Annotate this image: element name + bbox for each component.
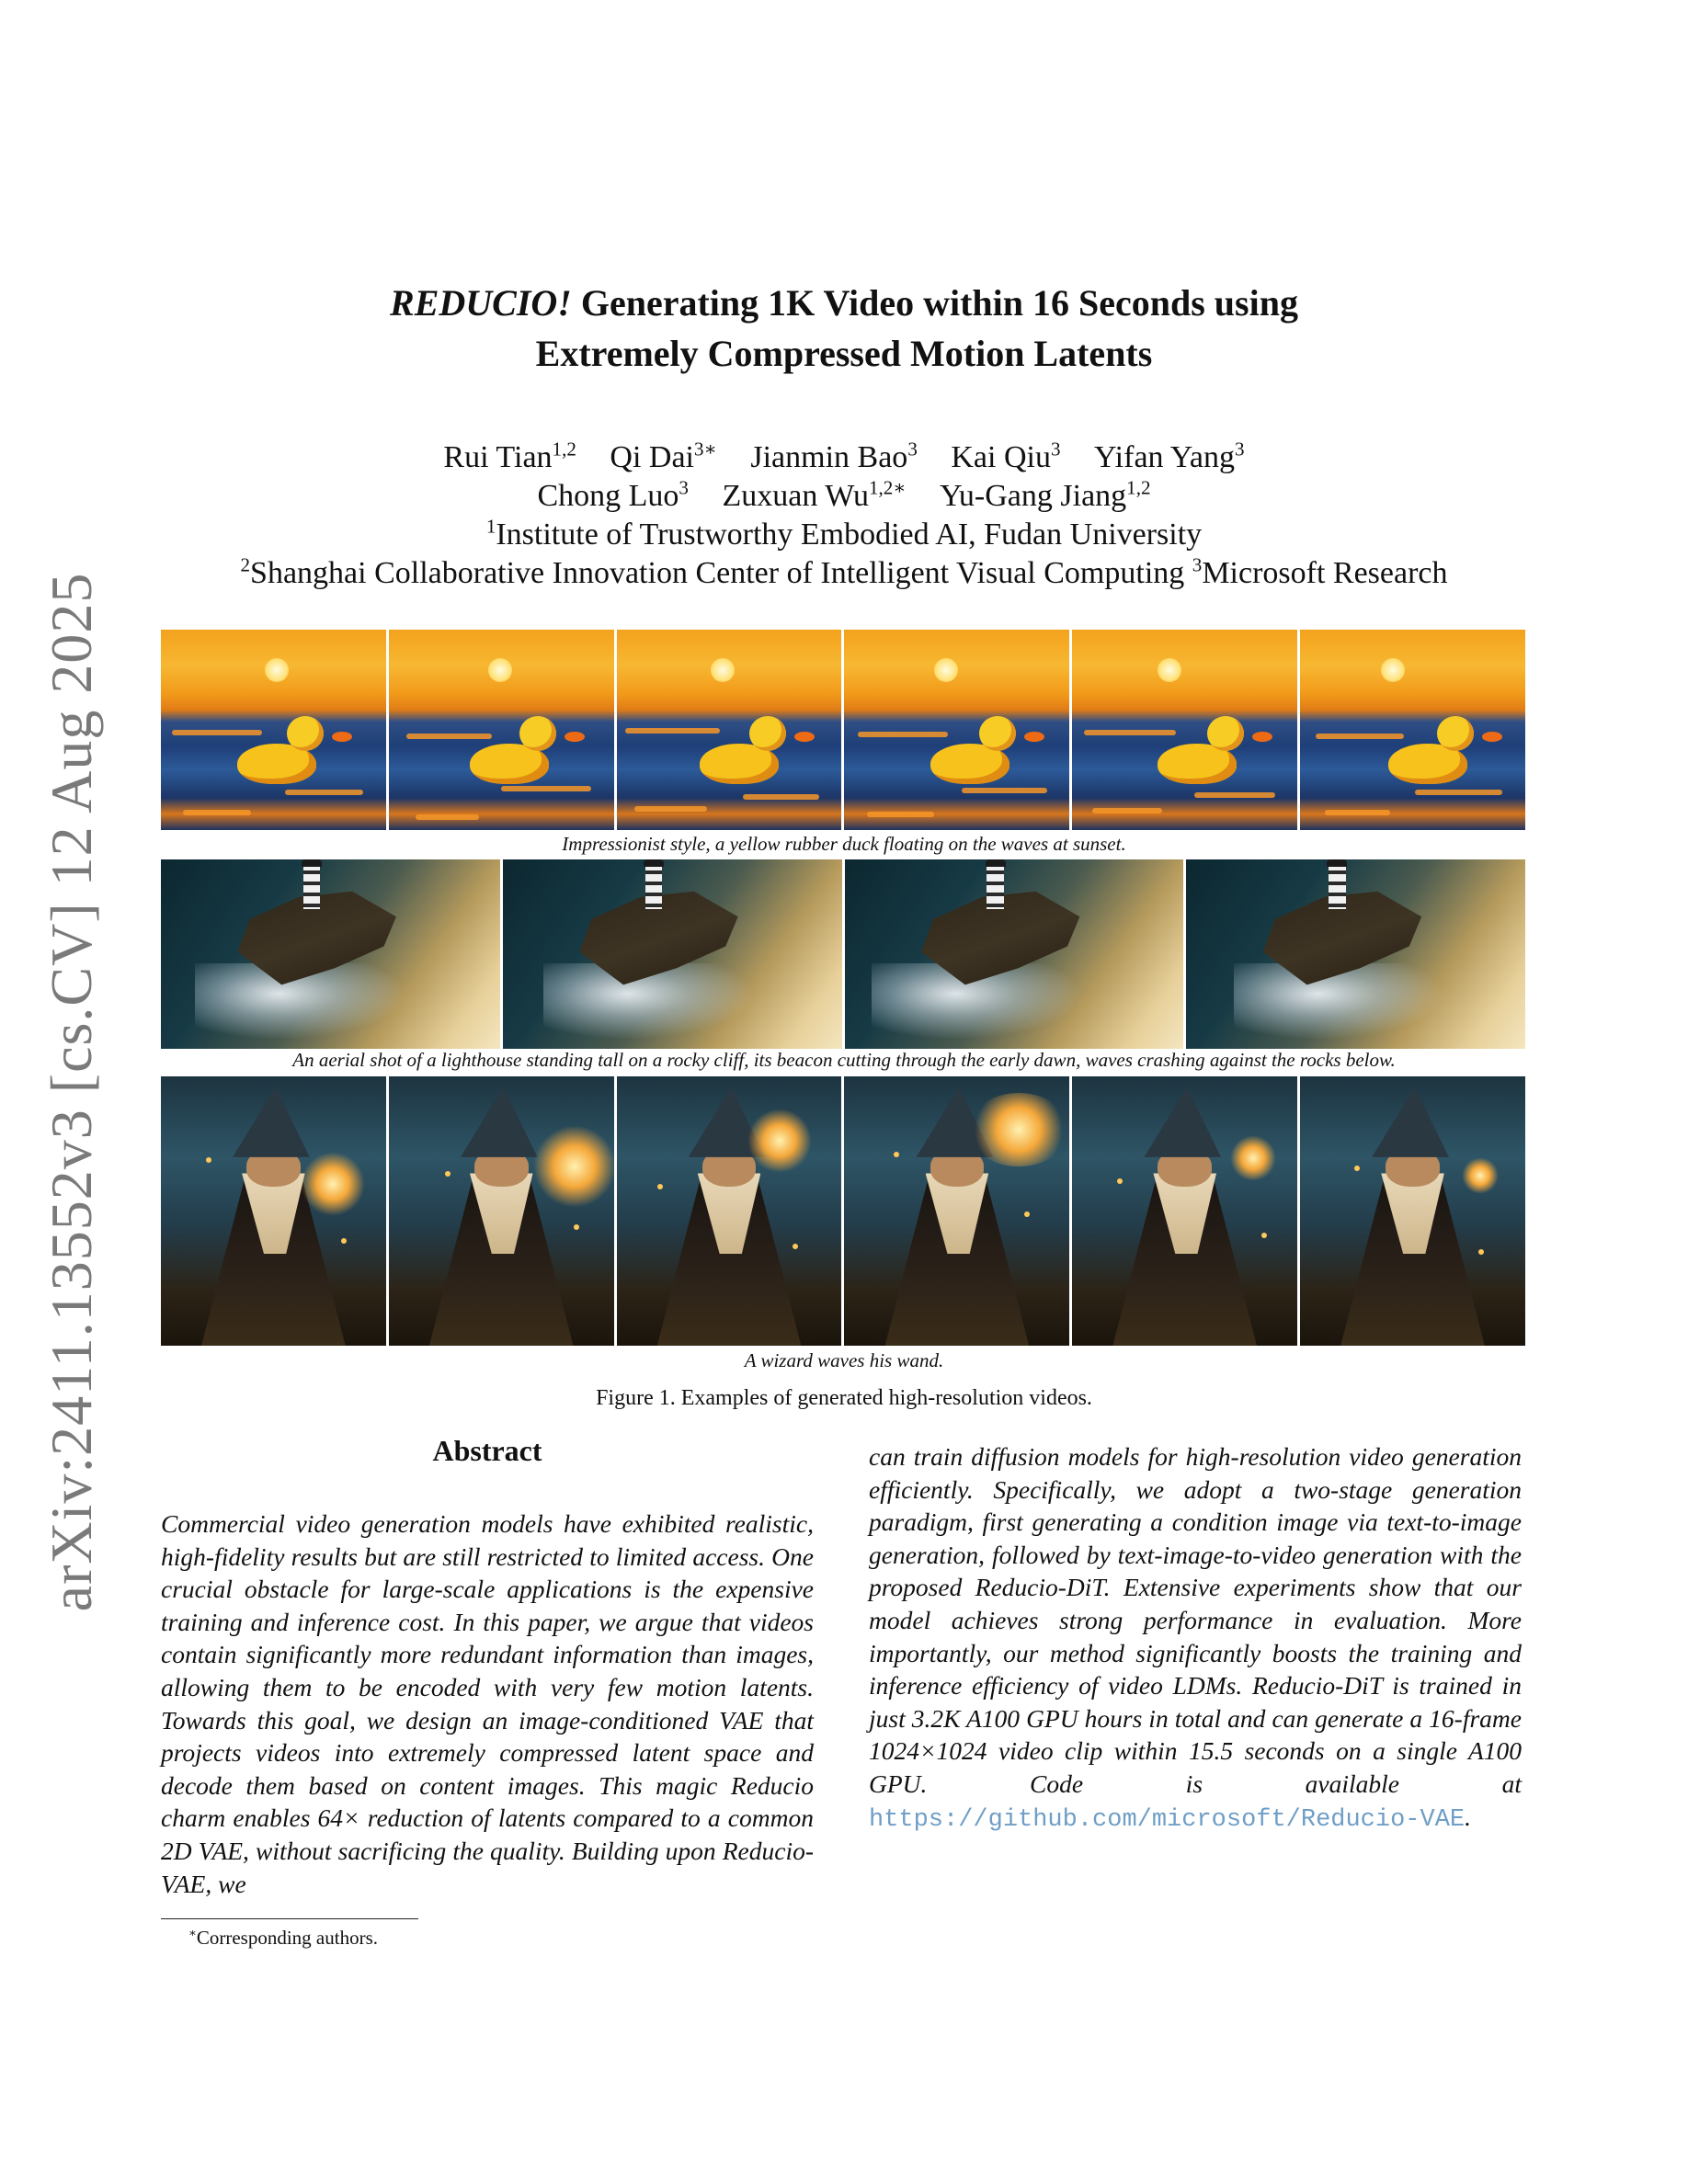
- figure-row-duck: [161, 630, 1525, 830]
- paper-title: [0, 278, 1688, 379]
- title-italic-part: REDUCIO!: [390, 282, 572, 324]
- author-line-2: [0, 477, 1688, 516]
- author: Rui Tian$^{1,2}$: [443, 438, 576, 474]
- video-frame-wizard: [617, 1076, 842, 1346]
- author: Yu-Gang Jiang$^{1,2}$: [940, 476, 1151, 513]
- video-frame-lighthouse: [503, 859, 842, 1049]
- video-frame-duck: [617, 630, 842, 830]
- video-frame-wizard: [389, 1076, 614, 1346]
- video-frame-wizard: [1072, 1076, 1297, 1346]
- abstract-end-period: .: [1465, 1802, 1471, 1831]
- prompt-caption-lighthouse: An aerial shot of a lighthouse standing tall on a rocky cliff, its beacon cutting through the early dawn, waves crashing against the rocks below.: [292, 1049, 1396, 1071]
- author: Zuxuan $Wu^{1,2∗}$: [722, 476, 907, 513]
- video-frame-duck: [1072, 630, 1297, 830]
- affiliation-2-3: $^2$Shanghai Collaborative Innovation Center of Intelligent Visual Computing $^3$Microsoft Research: [240, 553, 1448, 590]
- video-frame-duck: [161, 630, 386, 830]
- video-frame-wizard: [844, 1076, 1069, 1346]
- title-line-1-rest: Generating 1K Video within 16 Seconds using: [571, 282, 1298, 324]
- abstract-text-right: can train diffusion models for high-resolution video generation efficiently. Specifically, we adopt a two-stage generation paradigm, first generating a condition image via text-to-image generation, followed by text-image-to-video generation with the proposed Reducio-DiT. Extensive experiments show that our model achieves strong performance in evaluation. More importantly, our method significantly boosts the training and inference efficiency of video LDMs. Reducio-DiT is trained in just 3.2K A100 GPU hours in total and can generate a 16-frame 1024×1024 video clip within 15.5 seconds on a single A100 GPU. Code is available at: [869, 1442, 1522, 1798]
- affiliation-1: $^1$Institute of Trustworthy Embodied AI, Fudan University: [485, 515, 1203, 552]
- figure-caption: Figure 1. Examples of generated high-resolution videos.: [596, 1386, 1092, 1410]
- author: Jianmin Bao$^3$: [750, 438, 918, 474]
- video-frame-lighthouse: [1186, 859, 1525, 1049]
- figure-row-wizard: [161, 1076, 1525, 1346]
- code-link[interactable]: https://github.com/microsoft/Reducio-VAE: [869, 1805, 1466, 1834]
- video-frame-duck: [844, 630, 1069, 830]
- footnote: ∗Corresponding authors.: [188, 1926, 379, 1949]
- video-frame-duck: [1300, 630, 1525, 830]
- video-frame-duck: [389, 630, 614, 830]
- video-frame-lighthouse: [845, 859, 1184, 1049]
- title-line-2: Extremely Compressed Motion Latents: [535, 333, 1153, 374]
- video-frame-wizard: [1300, 1076, 1525, 1346]
- arxiv-identifier-stamp: arXiv:2411.13552v3 [cs.CV] 12 Aug 2025: [39, 572, 104, 1612]
- figure-row-lighthouse: [161, 859, 1525, 1049]
- author-line-1: [0, 438, 1688, 477]
- author: Chong Luo$^3$: [537, 476, 689, 513]
- video-frame-wizard: [161, 1076, 386, 1346]
- abstract-text-right-column: [869, 1440, 1522, 1837]
- abstract-text-left-column: Commercial video generation models have exhibited realistic, high-fidelity results but are still restricted to limited access. One crucial obstacle for large-scale applications is the expensive training and inference cost. In this paper, we argue that videos contain significantly more redundant information than images, allowing them to be encoded with very few motion latents. Towards this goal, we design an image-conditioned VAE that projects videos into extremely compressed latent space and decode them based on content images. This magic Reducio charm enables 64× reduction of latents compared to a common 2D VAE, without sacrificing the quality. Building upon Reducio-VAE, we: [161, 1509, 814, 1898]
- author: Kai Qiu$^3$: [951, 438, 1061, 474]
- author: Yifan Yang$^3$: [1094, 438, 1245, 474]
- footnote-rule: [161, 1918, 418, 1919]
- video-frame-lighthouse: [161, 859, 500, 1049]
- abstract-heading: Abstract: [432, 1434, 542, 1467]
- prompt-caption-duck: Impressionist style, a yellow rubber duck floating on the waves at sunset.: [562, 833, 1126, 855]
- prompt-caption-wizard: A wizard waves his wand.: [744, 1349, 944, 1371]
- author: Qi Dai$^{3∗}$: [610, 438, 717, 474]
- title-line-1: [0, 278, 1688, 328]
